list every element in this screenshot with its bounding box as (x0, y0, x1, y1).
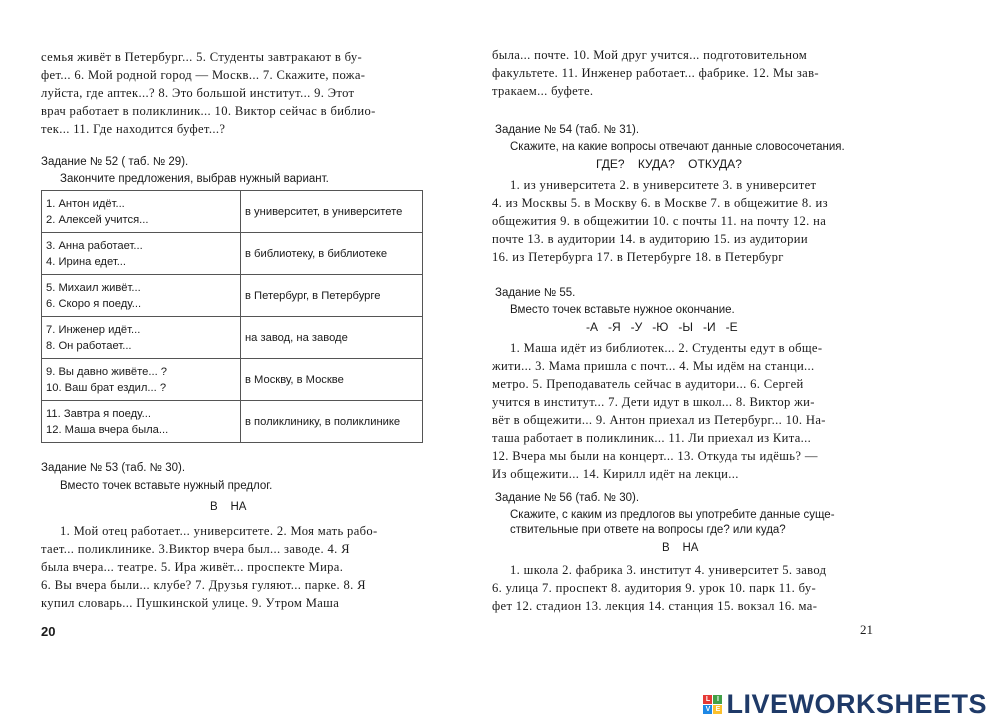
exercise-56-instruction: Скажите, с каким из предлогов вы употребите данные суще- (510, 509, 835, 521)
question: 5. Михаил живёт... (46, 281, 141, 294)
exercise-55-line: учится в институт... 7. Дети идут в школ... 8. Виктор жи- (492, 395, 815, 409)
logo-tile: V (703, 705, 712, 714)
exercise-54-line: почте 13. в аудитории 14. в аудиторию 15. из аудитории (492, 232, 808, 246)
exercise-56-instruction: ствительные при ответе на вопросы где? или куда? (510, 524, 786, 536)
question: 2. Алексей учится... (46, 213, 149, 226)
question: 7. Инженер идёт... (46, 323, 141, 336)
question: 9. Вы давно живёте... ? (46, 365, 168, 378)
question: 6. Скоро я поеду... (46, 297, 142, 310)
exercise-55-line: вёт в общежити... 9. Антон приехал из Петербург... 10. На- (492, 413, 826, 427)
exercise-54-line: 16. из Петербурга 17. в Петербурге 18. в Петербург (492, 250, 784, 264)
exercise-53-instruction: Вместо точек вставьте нужный предлог. (60, 480, 273, 492)
question: 4. Ирина едет... (46, 255, 127, 268)
logo-tile: E (713, 705, 722, 714)
exercise-55-line: метро. 5. Преподаватель сейчас в аудитори... 6. Сергей (492, 377, 804, 391)
exercise-55-title: Задание № 55. (495, 287, 576, 299)
question: 3. Анна работает... (46, 239, 143, 252)
exercise-53-title: Задание № 53 (таб. № 30). (41, 462, 186, 474)
exercise-55-line: Из общежити... 14. Кирилл идёт на лекци... (492, 467, 739, 481)
table-cell-options: на завод, на заводе (241, 317, 423, 359)
question: 1. Антон идёт... (46, 197, 125, 210)
intro-line: тракаем... буфете. (492, 84, 594, 98)
question: 10. Ваш брат ездил... ? (46, 381, 167, 394)
liveworksheets-watermark (703, 688, 987, 720)
exercise-53-line: купил словарь... Пушкинской улице. 9. Утром Маша (41, 596, 340, 610)
logo-tile: L (703, 695, 712, 704)
logo-tile: I (713, 695, 722, 704)
exercise-53-line: 1. Мой отец работает... университете. 2. Моя мать рабо- (60, 524, 378, 538)
exercise-56-line: 1. школа 2. фабрика 3. институт 4. университет 5. завод (510, 563, 827, 577)
exercise-56-options: В НА (662, 542, 699, 554)
exercise-54-line: 4. из Москвы 5. в Москву 6. в Москве 7. в общежитие 8. из (492, 196, 828, 210)
question: 8. Он работает... (46, 339, 132, 352)
exercise-53-options: В НА (210, 501, 247, 513)
table-cell-options: в Москву, в Москве (241, 359, 423, 401)
page-number-left: 20 (41, 624, 56, 639)
table-cell-options: в университет, в университете (241, 191, 423, 233)
intro-line: фет... 6. Мой родной город — Москв... 7. Скажите, пожа- (41, 68, 366, 82)
table-cell-options: в библиотеку, в библиотеке (241, 233, 423, 275)
intro-line: семья живёт в Петербург... 5. Студенты завтракают в бу- (41, 50, 363, 64)
brand-text: LIVEWORKSHEETS (726, 688, 987, 719)
exercise-52-title: Задание № 52 ( таб. № 29). (41, 156, 189, 168)
intro-line: луйста, где аптек...? 8. Это большой институт... 9. Этот (41, 86, 355, 100)
exercise-56-title: Задание № 56 (таб. № 30). (495, 492, 640, 504)
exercise-53-line: тает... поликлинике. 3.Виктор вчера был... заводе. 4. Я (41, 542, 350, 556)
exercise-54-title: Задание № 54 (таб. № 31). (495, 124, 640, 136)
exercise-54-instruction: Скажите, на какие вопросы отвечают данные словосочетания. (510, 141, 845, 153)
question: 11. Завтра я поеду... (46, 407, 151, 420)
intro-line: была... почте. 10. Мой друг учится... подготовительном (492, 48, 808, 62)
exercise-56-line: фет 12. стадион 13. лекция 14. станция 15. вокзал 16. ма- (492, 599, 818, 613)
question: 12. Маша вчера была... (46, 423, 169, 436)
exercise-55-line: жити... 3. Мама пришла с почт... 4. Мы идём на станци... (492, 359, 815, 373)
intro-line: врач работает в поликлиник... 10. Виктор сейчас в библио- (41, 104, 376, 118)
exercise-54-questions: ГДЕ? КУДА? ОТКУДА? (596, 157, 742, 171)
exercise-52-instruction: Закончите предложения, выбрав нужный вариант. (60, 173, 329, 185)
table-cell-options: в Петербург, в Петербурге (241, 275, 423, 317)
liveworksheets-logo-icon (703, 695, 722, 714)
intro-line: тек... 11. Где находится буфет...? (41, 122, 226, 136)
page-number-right: 21 (860, 622, 873, 637)
exercise-55-line: 12. Вчера мы были на концерт... 13. Откуда ты идёшь? — (492, 449, 818, 463)
exercise-53-line: была вчера... театре. 5. Ира живёт... проспекте Мира. (41, 560, 344, 574)
exercise-55-line: таша работает в поликлиник... 11. Ли приехал из Кита... (492, 431, 812, 445)
exercise-55-line: 1. Маша идёт из библиотек... 2. Студенты едут в обще- (510, 341, 823, 355)
exercise-53-line: 6. Вы вчера были... клубе? 7. Друзья гуляют... парке. 8. Я (41, 578, 366, 592)
table-cell-options: в поликлинику, в поликлинике (241, 401, 423, 443)
exercise-56-line: 6. улица 7. проспект 8. аудитория 9. урок 10. парк 11. бу- (492, 581, 817, 595)
exercise-55-endings: -А -Я -У -Ю -Ы -И -Е (586, 320, 738, 334)
exercise-54-line: 1. из университета 2. в университете 3. в университет (510, 178, 817, 192)
intro-line: факультете. 11. Инженер работает... фабрике. 12. Мы зав- (492, 66, 819, 80)
exercise-54-line: общежития 9. в общежитии 10. с почты 11. на почту 12. на (492, 214, 827, 228)
exercise-55-instruction: Вместо точек вставьте нужное окончание. (510, 304, 735, 316)
